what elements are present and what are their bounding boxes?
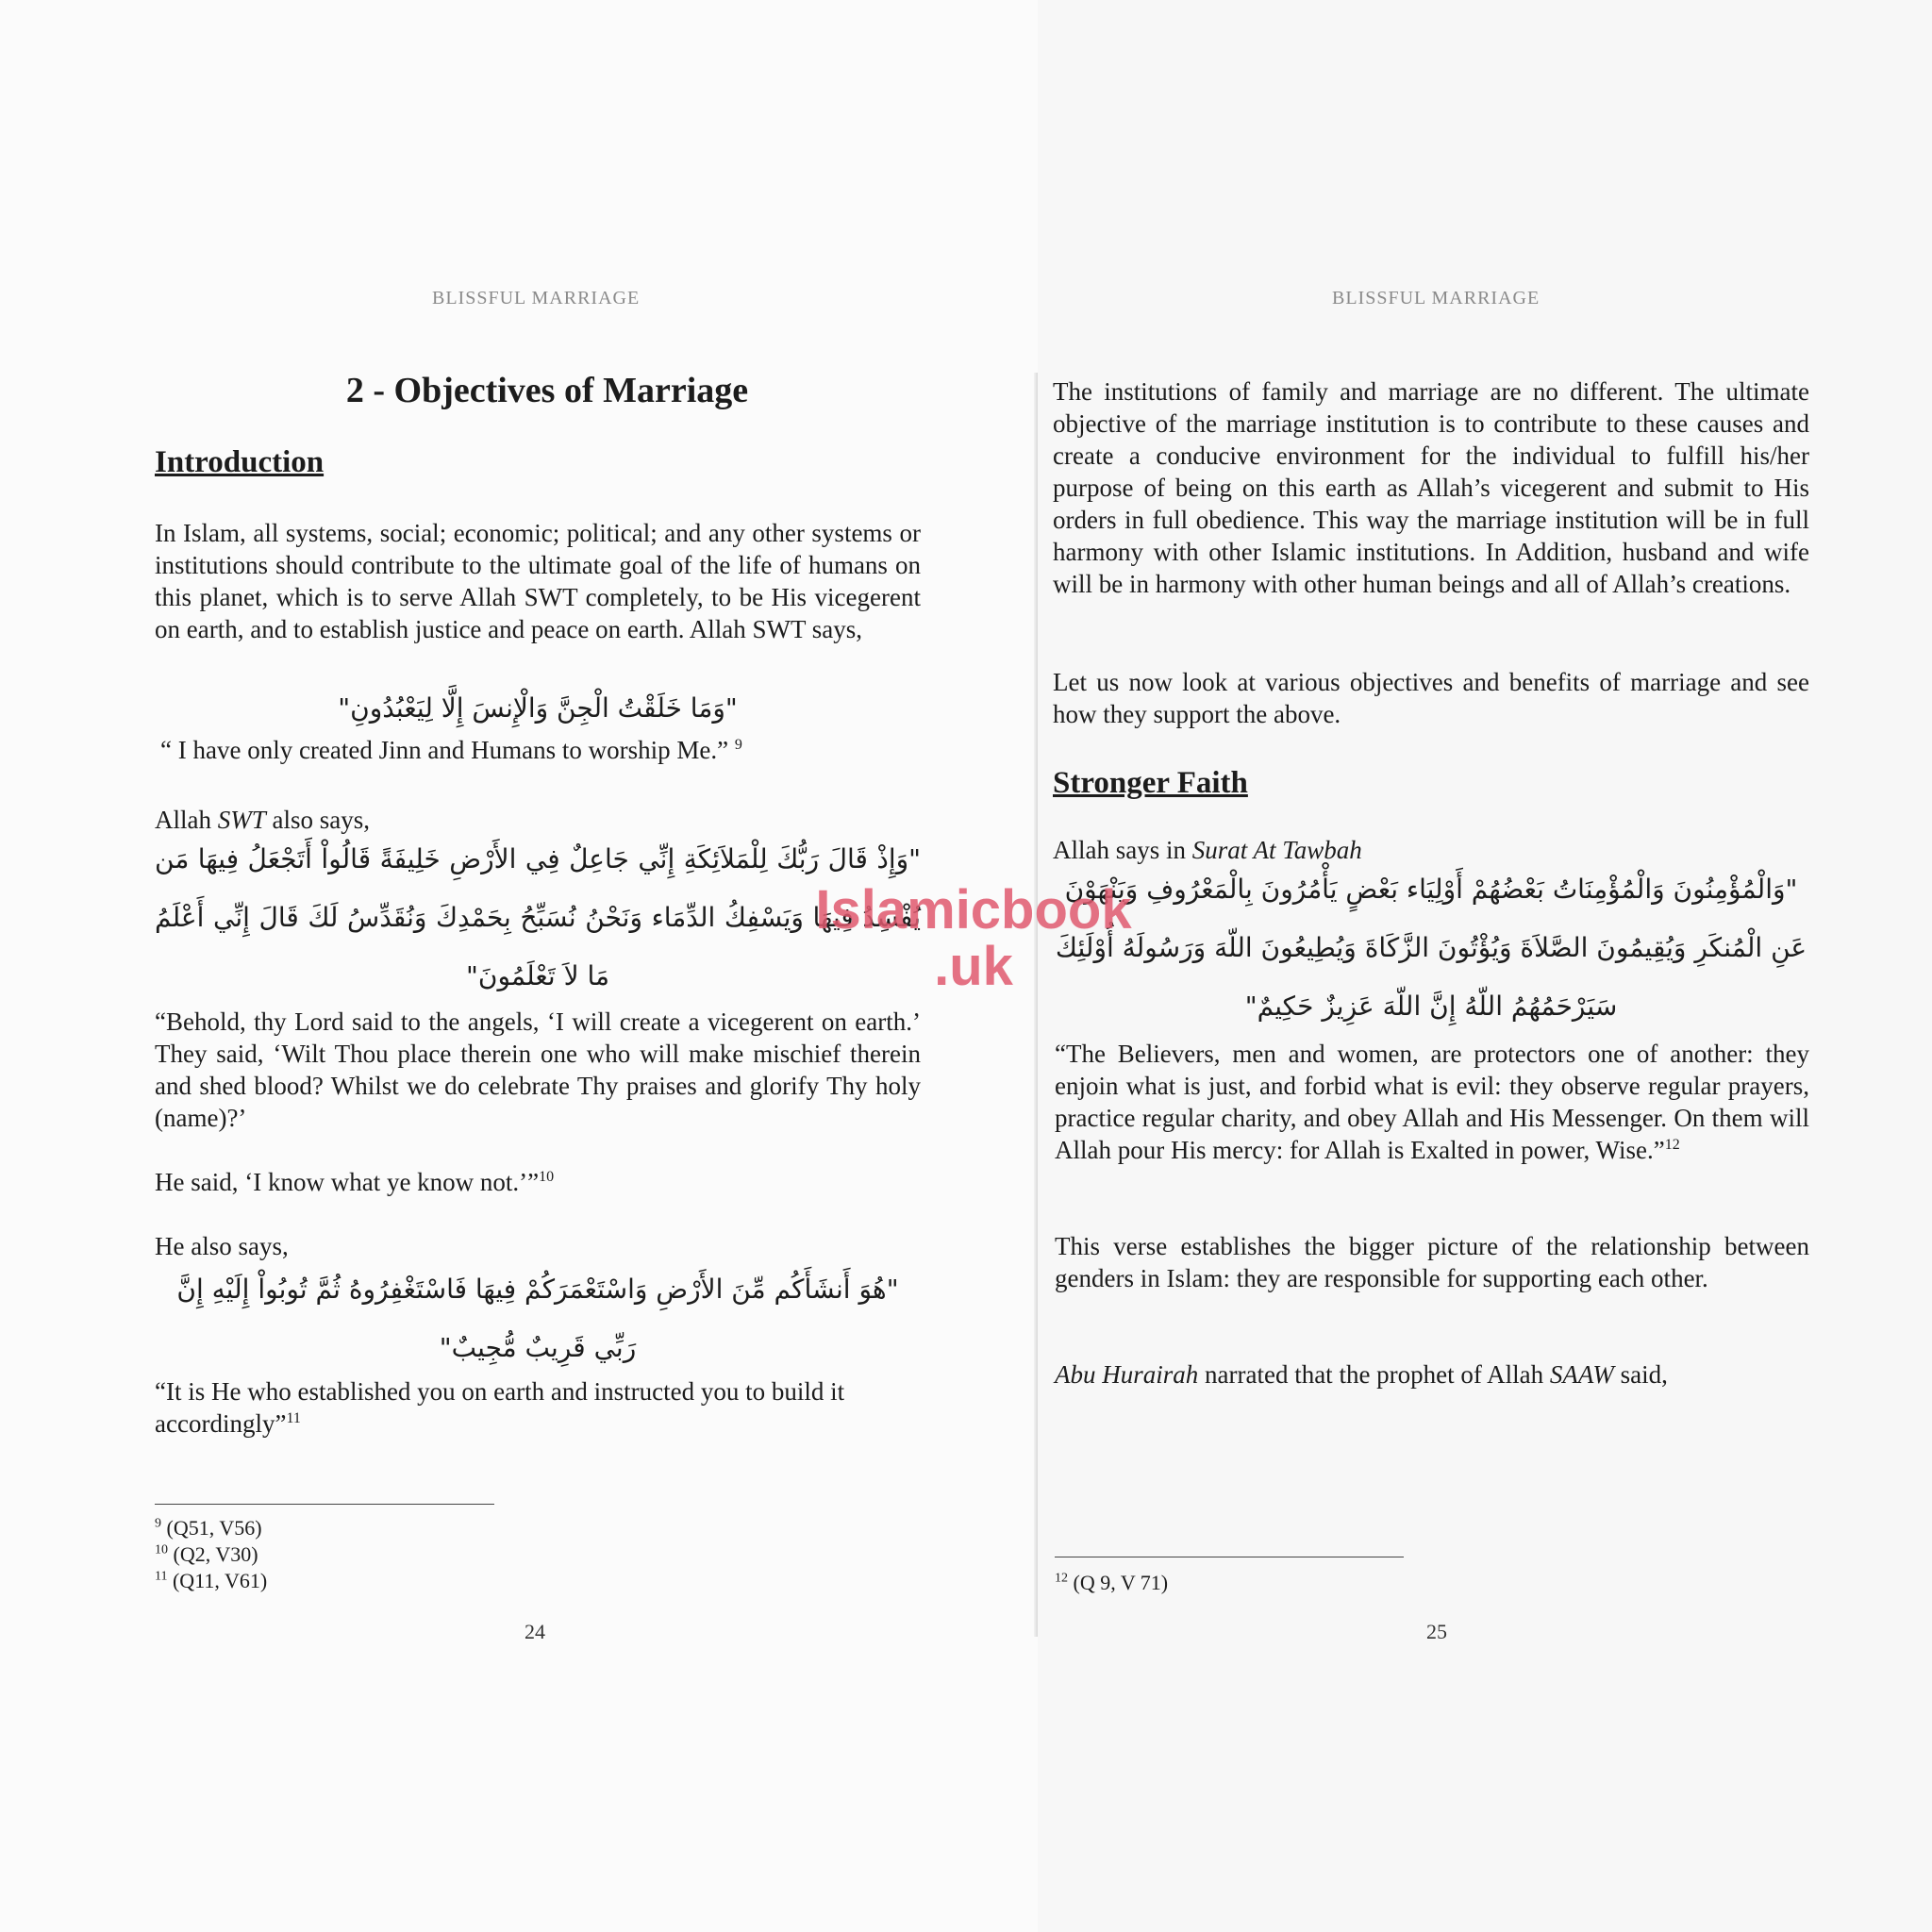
intro-text: In Islam, all systems, social; economic; political; and any other systems or institutions should contribute to the ultimate goal of the life of humans on this planet, which is to serve Allah SWT completely, to be His vicegerent on earth, and to establish justice and peace on earth. Allah SWT says, xyxy=(155,519,921,643)
footnotes-list xyxy=(1055,1570,1168,1596)
intro-paragraph-continued: The institutions of family and marriage are no different. The ultimate objective of the marriage institution is to contribute to these causes and create a conducive environment for the individual to fulfill his/her purpose of being on this earth as Allah’s vicegerent and submit to His orders in full obedience. This way the marriage institution will be in full harmony with other Islamic institutions. In Addition, husband and wife will be in harmony with other human beings and all of Allah’s creations. xyxy=(1053,377,1809,598)
footnote-text: (Q51, V56) xyxy=(166,1516,262,1540)
page-number: 25 xyxy=(1426,1620,1447,1643)
quote-1-text: “ I have only created Jinn and Humans to worship Me.” xyxy=(160,736,729,764)
footnote-ref-9[interactable]: 9 xyxy=(734,737,742,753)
arabic-verse-2: "وَإِذْ قَالَ رَبُّكَ لِلْمَلاَئِكَةِ إِنِّي جَاعِلٌ فِي الأَرْضِ خَلِيفَةً قَالُواْ أَتَجْعَلُ فِيهَا مَن يُفْسِدُ فِيهَا وَيَسْفِكُ الدِّمَاء وَنَحْنُ نُسَبِّحُ بِحَمْدِكَ وَنُقَدِّسُ لَكَ قَالَ إِنِّي أَعْلَمُ مَا لاَ تَعْلَمُونَ" xyxy=(155,843,921,991)
allah-says-prefix: Allah says in xyxy=(1053,836,1192,864)
quote-1 xyxy=(160,734,934,766)
narration-end: said, xyxy=(1613,1360,1668,1389)
introduction-paragraph xyxy=(155,517,921,645)
chapter-title: 2 - Objectives of Marriage xyxy=(345,371,749,410)
quote-3-text: “It is He who established you on earth and instructed you to build it accordingly” xyxy=(155,1377,845,1438)
footnote-item xyxy=(155,1541,267,1568)
objectives-paragraph: Let us now look at various objectives and benefits of marriage and see how they support the above. xyxy=(1053,668,1809,728)
quote-3 xyxy=(155,1375,909,1440)
footnote-item xyxy=(155,1515,267,1541)
verse-explanation: This verse establishes the bigger picture of the relationship between genders in Islam: they are responsible for supporting each other. xyxy=(1055,1232,1809,1292)
quote-2: “Behold, thy Lord said to the angels, ‘I will create a vicegerent on earth.’ They said, ‘Wilt Thou place therein one who will make mischief therein and shed blood? Whilst we do celebrate Thy praises and glorify Thy holy (name)?’ xyxy=(155,1008,921,1132)
also-says-1-prefix: Allah xyxy=(155,806,211,834)
watermark-line-2: .uk xyxy=(934,936,1013,997)
footnote-number: 12 xyxy=(1055,1571,1068,1586)
quote-4-text: “The Believers, men and women, are protectors one of another: they enjoin what is just, and forbid what is evil: they observe regular prayers, practice regular charity, and obey Allah and His Messenger. On them will Allah pour His mercy: for Allah is Exalted in power, Wise.” xyxy=(1055,1040,1809,1164)
arabic-verse-3: "هُوَ أَنشَأَكُم مِّنَ الأَرْضِ وَاسْتَعْمَرَكُمْ فِيهَا فَاسْتَغْفِرُوهُ ثُمَّ تُوبُواْ إِلَيْهِ إِنَّ رَبِّي قَرِيبٌ مُّجِيبٌ" xyxy=(176,1274,899,1363)
footnote-text: (Q 9, V 71) xyxy=(1073,1571,1169,1594)
also-says-1-suffix: also says, xyxy=(265,806,371,834)
also-says-2: He also says, xyxy=(155,1232,289,1260)
quote-4 xyxy=(1055,1038,1809,1166)
footnotes-list xyxy=(155,1515,267,1594)
footnote-text: (Q2, V30) xyxy=(173,1542,258,1566)
quote-2b-text: He said, ‘I know what ye know not.’” xyxy=(155,1168,540,1196)
arabic-verse-4: "وَالْمُؤْمِنُونَ وَالْمُؤْمِنَاتُ بَعْضُهُمْ أَوْلِيَاء بَعْضٍ يَأْمُرُونَ بِالْمَعْرُوفِ وَيَنْهَوْنَ عَنِ الْمُنكَرِ وَيُقِيمُونَ الصَّلاَةَ وَيُؤْتُونَ الزَّكَاةَ وَيُطِيعُونَ اللّهَ وَرَسُولَهُ أُوْلَئِكَ سَيَرْحَمُهُمُ اللّهُ إِنَّ اللّهَ عَزِيزٌ حَكِيمٌ" xyxy=(1055,874,1807,1022)
page-number: 24 xyxy=(525,1620,545,1643)
watermark-line-1: Islamicbook xyxy=(815,879,1132,941)
footnote-divider xyxy=(155,1504,494,1505)
swt-abbrev: SWT xyxy=(217,806,266,834)
footnote-text: (Q11, V61) xyxy=(172,1569,268,1592)
narrator-name: Abu Hurairah xyxy=(1055,1360,1199,1389)
surah-name: Surat At Tawbah xyxy=(1191,836,1362,864)
arabic-verse-1: "وَمَا خَلَقْتُ الْجِنَّ وَالْإِنسَ إِلَّا لِيَعْبُدُونِ" xyxy=(338,692,738,724)
quote-2-end xyxy=(155,1166,921,1198)
footnote-ref-11[interactable]: 11 xyxy=(286,1410,301,1426)
narration-text: narrated that the prophet of Allah xyxy=(1198,1360,1550,1389)
footnote-item xyxy=(155,1568,267,1594)
footnote-ref-12[interactable]: 12 xyxy=(1664,1137,1680,1153)
footnote-ref-10[interactable]: 10 xyxy=(539,1169,555,1185)
footnote-number: 9 xyxy=(155,1516,161,1531)
introduction-heading: Introduction xyxy=(155,445,325,479)
footnote-item xyxy=(1055,1570,1168,1596)
narration-line xyxy=(1055,1358,1809,1391)
footnote-number: 10 xyxy=(155,1542,168,1557)
site-watermark xyxy=(804,879,1143,997)
stronger-faith-heading: Stronger Faith xyxy=(1053,766,1248,800)
running-head: BLISSFUL MARRIAGE xyxy=(1332,288,1541,308)
right-page xyxy=(1038,0,1932,1932)
saaw-abbrev: SAAW xyxy=(1549,1360,1614,1389)
footnote-number: 11 xyxy=(155,1569,168,1584)
running-head: BLISSFUL MARRIAGE xyxy=(432,288,641,308)
